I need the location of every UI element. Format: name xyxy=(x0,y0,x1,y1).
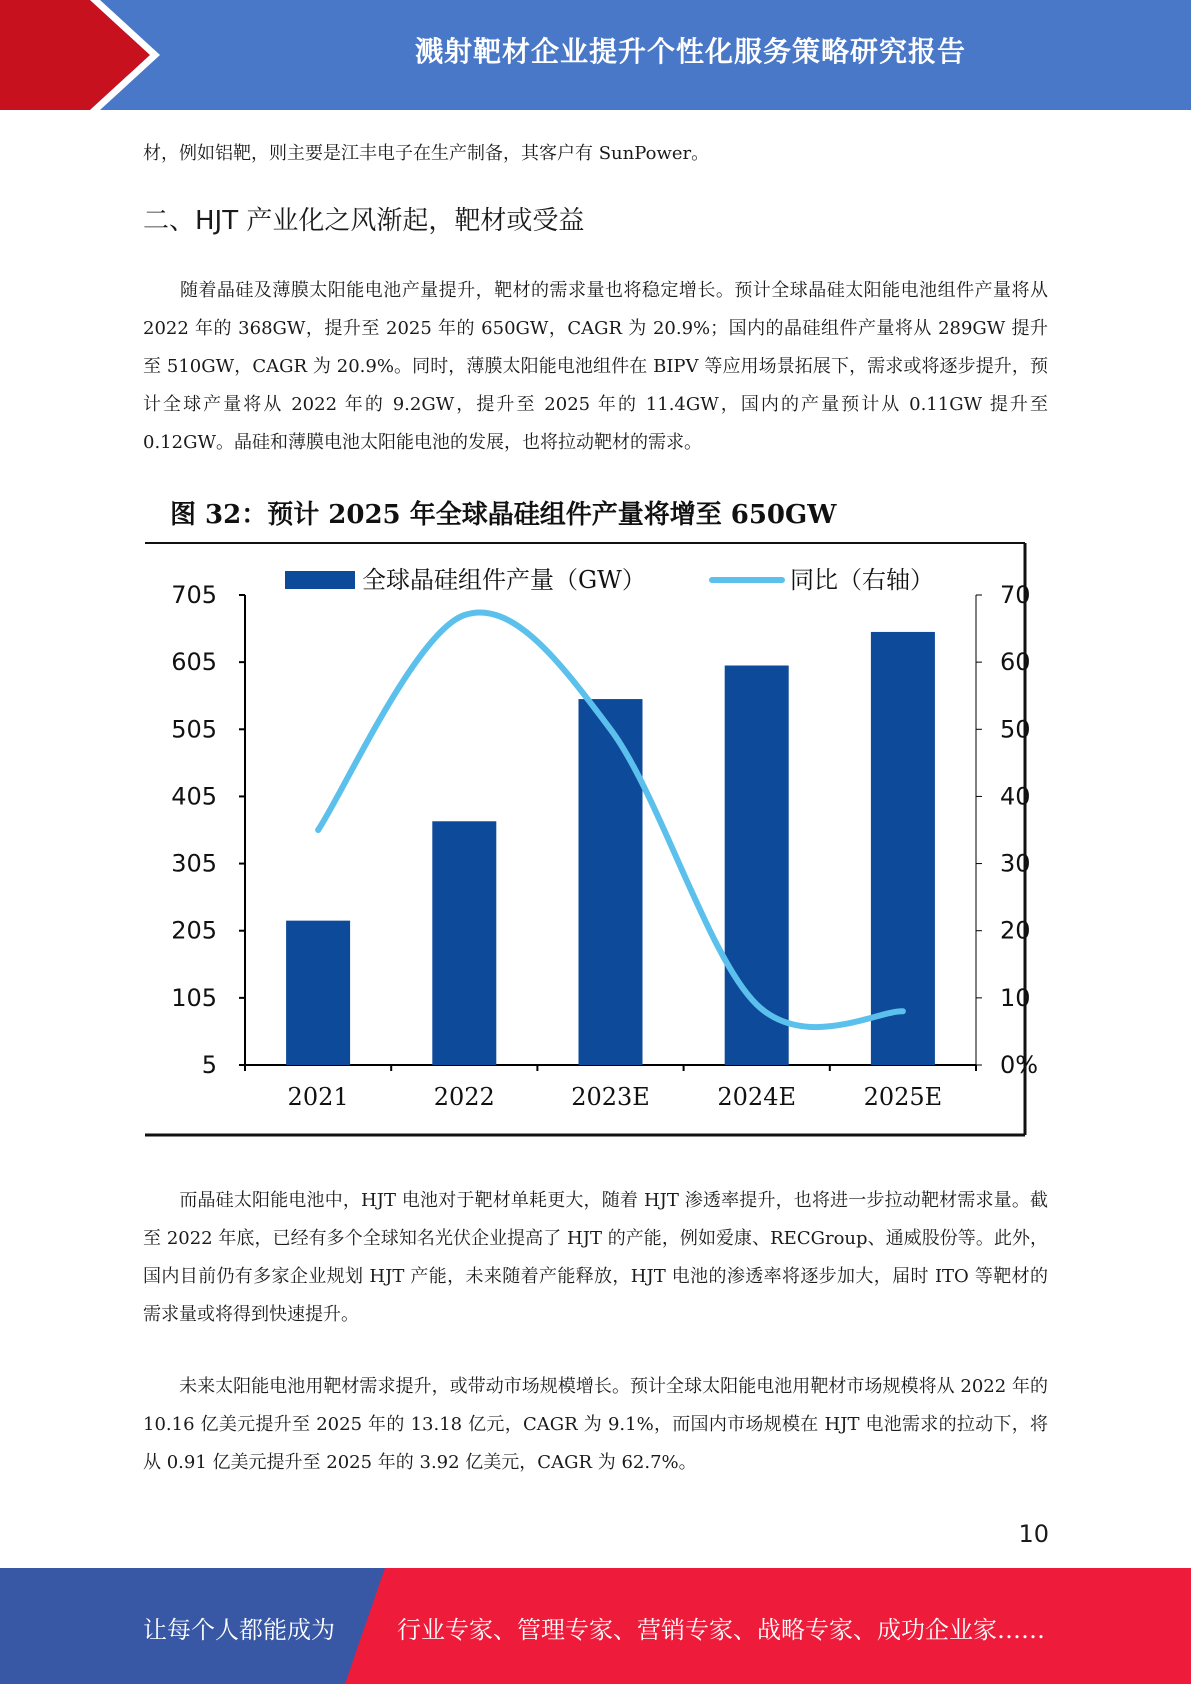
y-left-tick-label: 605 xyxy=(171,648,217,677)
paragraph-continued: 材，例如铝靶，则主要是江丰电子在生产制备，其客户有 SunPower。 xyxy=(143,143,710,164)
footer-slogan-right: 行业专家、管理专家、营销专家、战略专家、成功企业家…… xyxy=(397,1616,1045,1644)
y-right-tick-label: 20 xyxy=(1000,916,1031,945)
y-left-tick-label: 105 xyxy=(171,983,217,1012)
y-right-tick-label: 30 xyxy=(1000,849,1031,878)
report-title: 溅射靶材企业提升个性化服务策略研究报告 xyxy=(414,35,966,68)
paragraph-1: 随着晶硅及薄膜太阳能电池产量提升，靶材的需求量也将稳定增长。预计全球晶硅太阳能电池组件产量将从 2022 年的 368GW，提升至 2025 年的 650GW，CAGR 为 20.9%；国内的晶硅组件产量将从 289GW 提升至 510GW，CAGR 为 20.9%。同时，薄膜太阳能电池组件在 BIPV 等应用场景拓展下，需求或将逐步提升，预计全球产量将从 2022 年的 9.2GW，提升至 2025 年的 11.4GW，国内的产量预计从 0.11GW 提升至 0.12GW。晶硅和薄膜电池太阳能电池的发展，也将拉动靶材的需求。 xyxy=(143,280,1048,453)
page-number: 10 xyxy=(1018,1520,1049,1548)
legend-bar-label: 全球晶硅组件产量（GW） xyxy=(362,566,646,594)
y-right-tick-label: 70 xyxy=(1000,581,1031,609)
bar-2021 xyxy=(286,921,350,1065)
footer-slogan-left: 让每个人都能成为 xyxy=(143,1616,335,1644)
y-left-tick-label: 405 xyxy=(171,782,217,811)
y-right-tick-label: 50 xyxy=(1000,715,1031,744)
y-right-tick-label: 40 xyxy=(1000,782,1031,811)
y-left-tick-label: 205 xyxy=(171,916,217,945)
x-tick-label: 2025E xyxy=(863,1083,943,1111)
y-right-tick-label: 0% xyxy=(1000,1051,1039,1079)
page-footer xyxy=(0,1568,1191,1684)
x-tick-label: 2021 xyxy=(287,1083,349,1111)
paragraph-3: 未来太阳能电池用靶材需求提升，或带动市场规模增长。预计全球太阳能电池用靶材市场规模将从 2022 年的 10.16 亿美元提升至 2025 年的 13.18 亿元，CAGR 为 9.1%，而国内市场规模在 HJT 电池需求的拉动下，将从 0.91 亿美元提升至 2025 年的 3.92 亿美元，CAGR 为 62.7%。 xyxy=(143,1376,1048,1473)
section-heading: 二、HJT 产业化之风渐起，靶材或受益 xyxy=(143,206,585,236)
figure-32 xyxy=(140,495,1039,1140)
y-left-tick-label: 5 xyxy=(201,1051,217,1079)
y-left-tick-label: 305 xyxy=(171,849,217,878)
page-header xyxy=(0,0,1191,110)
bar-2025E xyxy=(871,632,935,1065)
chart-title: 图 32：预计 2025 年全球晶硅组件产量将增至 650GW xyxy=(170,500,837,530)
y-right-tick-label: 10 xyxy=(1000,983,1031,1012)
x-tick-label: 2023E xyxy=(571,1083,650,1111)
bar-2023E xyxy=(579,699,643,1065)
x-tick-label: 2024E xyxy=(717,1083,797,1111)
bar-2022 xyxy=(432,821,496,1065)
x-tick-label: 2022 xyxy=(433,1083,495,1111)
legend-bar-swatch xyxy=(285,571,355,589)
y-right-tick-label: 60 xyxy=(1000,648,1031,677)
y-left-tick-label: 705 xyxy=(171,581,217,609)
y-left-tick-label: 505 xyxy=(171,715,217,744)
chart-svg xyxy=(140,495,1039,1140)
paragraph-2: 而晶硅太阳能电池中，HJT 电池对于靶材单耗更大，随着 HJT 渗透率提升，也将进一步拉动靶材需求量。截至 2022 年底，已经有多个全球知名光伏企业提高了 HJT 的产能，例如爱康、RECGroup、通威股份等。此外，国内目前仍有多家企业规划 HJT 产能，未来随着产能释放，HJT 电池的渗透率将逐步加大，届时 ITO 等靶材的需求量或将得到快速提升。 xyxy=(143,1190,1048,1325)
legend-line-label: 同比（右轴） xyxy=(790,566,934,594)
